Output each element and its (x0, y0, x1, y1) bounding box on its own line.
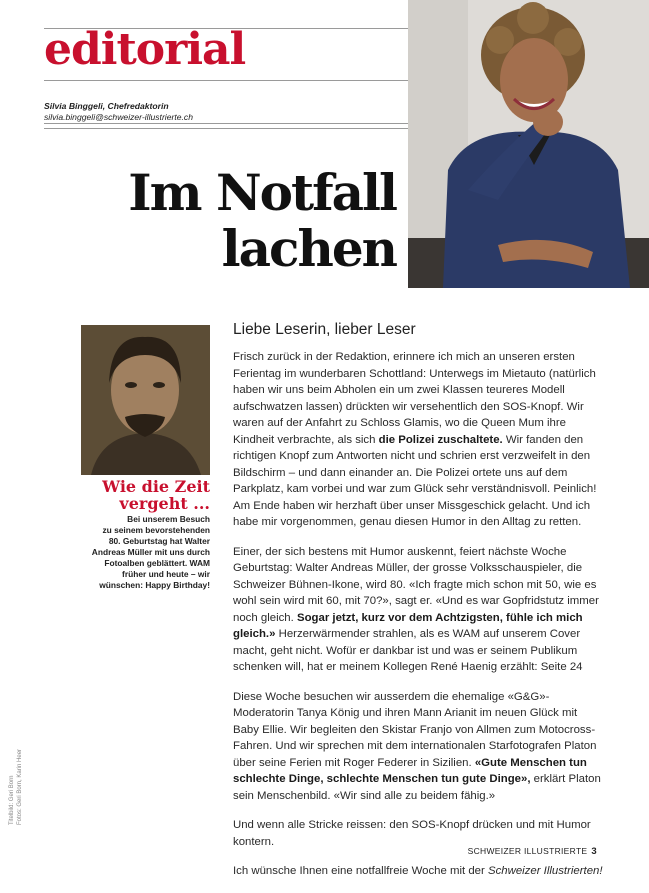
sidebar-caption-title-line-1: Wie die Zeit (102, 477, 210, 496)
article-paragraph-5 (233, 863, 605, 880)
article-paragraph-4: Und wenn alle Stricke reissen: den SOS-Knopf drücken und mit Humor kontern. (233, 819, 591, 848)
headline (96, 165, 396, 277)
page-number: 3 (591, 846, 597, 857)
article-paragraph-3 (233, 689, 605, 805)
article-greeting: Liebe Leserin, lieber Leser (233, 321, 416, 338)
page-footer (468, 846, 597, 857)
author-block (44, 101, 193, 122)
paragraph-italic-text: Schweizer Illustrierten! (487, 865, 603, 877)
paragraph-text: erklärt Platon sein Menschenbild. «Wir sind alle zu beidem fähig.» (233, 773, 601, 802)
masthead: editorial (44, 24, 246, 75)
sidebar-caption-title-line-2: vergeht ... (119, 494, 210, 513)
author-double-rule (44, 123, 408, 129)
paragraph-text: Diese Woche besuchen wir ausserdem die ehemalige «G&G»-Moderatorin Tanya König und ihren Mann Arianit im neuen Glück mit Baby Ellie. Wir begleiten den Skistar Franjo von Allmen zum Motocross-Fahren. Und wir sprechen mit dem internationalen Starfotografen Platon über seine Ferien mit Roger Federer in Sizilien. (233, 690, 597, 769)
author-email[interactable]: silvia.binggeli@schweizer-illustrierte.ch (44, 111, 193, 122)
headline-line-2: lachen (221, 219, 396, 278)
paragraph-text: Ich wünsche Ihnen eine notfallfreie Woche mit der (233, 865, 488, 877)
author-name: Silvia Binggeli, Chefredaktorin (44, 101, 169, 111)
article-paragraph-2 (233, 544, 605, 676)
article-body (233, 349, 605, 893)
sidebar-caption-line: Fotoalben geblättert. WAM (104, 558, 210, 568)
article-paragraph-1 (233, 349, 605, 531)
masthead-rule (44, 80, 408, 81)
sidebar-caption-line: früher und heute – wir (122, 569, 210, 579)
footer-publication: SCHWEIZER ILLUSTRIERTE (467, 846, 588, 856)
sidebar-caption-line: Andreas Müller mit uns durch (91, 547, 210, 557)
sidebar-caption-line: Bei unserem Besuch (127, 514, 210, 524)
paragraph-text: Frisch zurück in der Redaktion, erinnere ich mich an unseren ersten Ferientag im wunderbaren Schottland: Unterwegs im Mietauto (natürlich haben wir uns beim Abholen ein um zwei Klassen teureres Modell aufschwatzen lassen) drückten wir versehentlich den SOS-Knopf. Wir waren auf der Anfahrt zu Schloss Glamis, wo die Queen Mum ihre Kindheit verbrachte, als sich (233, 351, 596, 446)
paragraph-bold-text: «Gute Menschen tun schlechte Dinge, schlechte Menschen tun gute Dinge», (233, 756, 587, 785)
paragraph-bold-text: die Polizei zuschaltete. (378, 433, 503, 446)
editor-portrait-photo (408, 0, 649, 288)
paragraph-bold-text: Sogar jetzt, kurz vor dem Achtzigsten, fühle ich mich gleich.» (233, 611, 583, 640)
photo-credits (8, 735, 24, 825)
paragraph-text: Einer, der sich bestens mit Humor auskennt, feiert nächste Woche Geburtstag: Walter Andreas Müller, der grosse Volksschauspieler, die Schweizer Bühnen-Ikone, wird 80. «Ich fragte mich schon mit 50, wie es wohl sein wird mit 60, mit 70?», sagt er. «Und es war Gopfridstutz immer noch gleich. (233, 545, 599, 624)
sidebar-caption-title (81, 478, 210, 512)
sidebar-caption-line: 80. Geburtstag hat Walter (108, 536, 210, 546)
walter-andreas-mueller-photo (81, 325, 210, 475)
sidebar-caption-line: wünschen: Happy Birthday! (99, 580, 210, 590)
paragraph-text: Herzerwärmender strahlen, als es WAM auf unserem Cover macht, geht nicht. Wofür er dankbar ist und was er seinem Publikum schenken will, hat er meinem Kollegen René Haenig erzählt: Seite 24 (233, 628, 583, 673)
sidebar-caption-text (81, 514, 210, 591)
photo-credit-line-1: Titelbild: Geri Born (9, 775, 15, 825)
headline-line-1: Im Notfall (128, 163, 396, 222)
paragraph-text: Wir fanden den richtigen Knopf zum Antworten nicht und schrien erst verzweifelt in den Bildschirm – und dann einander an. Die Polizei ortete uns auf dem Parkplatz, kam vorbei und war zum Glück sehr verständnisvoll. Peinlich! Am Ende haben wir herzhaft über unser Missgeschick gelacht. Und ich habe mir vorgenommen, genau diesen Humor in den Alltag zu retten. (233, 433, 597, 528)
sidebar-caption-line: zu seinem bevorstehenden (102, 525, 210, 535)
photo-credit-line-2: Fotos: Geri Born, Karin Heer (17, 748, 23, 825)
